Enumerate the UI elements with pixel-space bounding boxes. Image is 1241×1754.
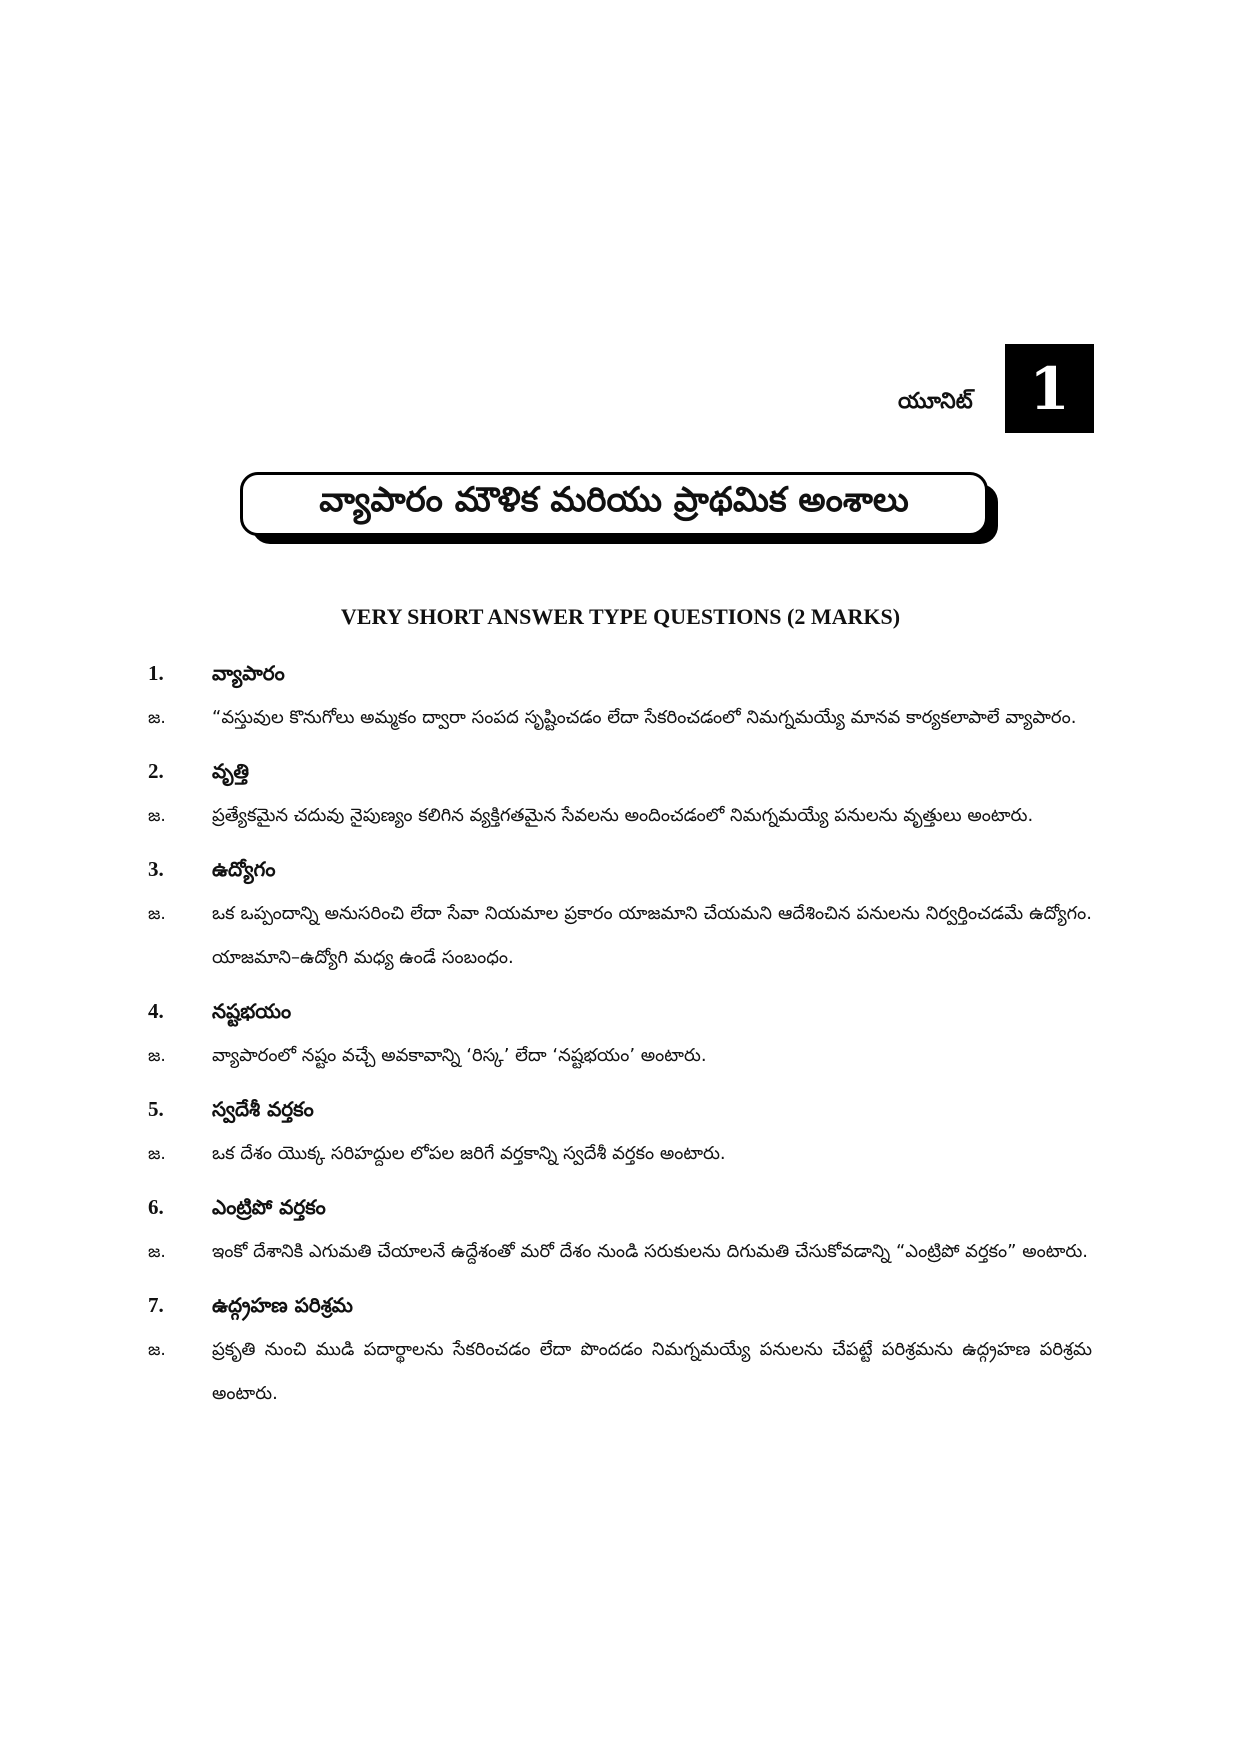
question-row [148,1184,1098,1230]
question-number: 5. [148,1097,164,1121]
question-row [148,748,1098,794]
question-number: 2. [148,759,164,783]
answer-row [148,696,1098,740]
answer-text: ఒక ఒప్పందాన్ని అనుసరించి లేదా సేవా నియమాల ప్రకారం యాజమాని చేయమని ఆదేశించిన పనులను నిర్వర్తించడమే ఉద్యోగం. యాజమాని–ఉద్యోగి మధ్య ఉండే సంబంధం. [212,903,1092,968]
qa-item [148,1282,1098,1416]
answer-text: “వస్తువుల కొనుగోలు అమ్మకం ద్వారా సంపద సృష్టించడం లేదా సేకరించడంలో నిమగ్నమయ్యే మానవ కార్యకలాపాలే వ్యాపారం. [212,707,1077,728]
question-title: వృత్తి [212,759,249,783]
answer-row [148,794,1098,838]
answer-row [148,1034,1098,1078]
qa-item [148,748,1098,838]
question-title: స్వదేశీ వర్తకం [212,1097,314,1121]
unit-label: యూనిట్ [898,389,973,414]
qa-item [148,988,1098,1078]
qa-item [148,1086,1098,1176]
question-row [148,1086,1098,1132]
chapter-title: వ్యాపారం మౌళిక మరియు ప్రాథమిక అంశాలు [240,472,988,536]
question-list [148,650,1098,1424]
qa-item [148,1184,1098,1274]
answer-text: ప్రత్యేకమైన చదువు నైపుణ్యం కలిగిన వ్యక్తిగతమైన సేవలను అందించడంలో నిమగ్నమయ్యే పనులను వృత్తులు అంటారు. [212,805,1034,826]
answer-marker: జ. [148,1340,166,1360]
question-number: 7. [148,1293,164,1317]
answer-text: ప్రకృతి నుంచి ముడి పదార్థాలను సేకరించడం లేదా పొందడం నిమగ్నమయ్యే పనులను చేపట్టే పరిశ్రమను ఉద్గ్రహణ పరిశ్రమ అంటారు. [212,1339,1092,1404]
question-title: ఎంట్రిపో వర్తకం [212,1195,326,1219]
question-title: ఉద్గ్రహణ పరిశ్రమ [212,1293,353,1317]
unit-number-box: 1 [1005,344,1094,433]
question-title: నష్టభయం [212,999,292,1023]
question-number: 4. [148,999,164,1023]
answer-row [148,1230,1098,1274]
answer-row [148,1132,1098,1176]
answer-marker: జ. [148,806,166,826]
qa-item [148,846,1098,980]
answer-text: ఇంకో దేశానికి ఎగుమతి చేయాలనే ఉద్దేశంతో మరో దేశం నుండి సరుకులను దిగుమతి చేసుకోవడాన్ని “ఎంట్రిపో వర్తకం” అంటారు. [212,1241,1089,1262]
question-row [148,650,1098,696]
unit-header [880,344,1100,434]
answer-row [148,892,1098,980]
question-number: 3. [148,857,164,881]
question-number: 1. [148,661,164,685]
answer-row [148,1328,1098,1416]
question-number: 6. [148,1195,164,1219]
answer-marker: జ. [148,1242,166,1262]
qa-item [148,650,1098,740]
answer-marker: జ. [148,708,166,728]
answer-text: ఒక దేశం యొక్క సరిహద్దుల లోపల జరిగే వర్తకాన్ని స్వదేశీ వర్తకం అంటారు. [212,1143,726,1164]
question-row [148,846,1098,892]
answer-marker: జ. [148,1144,166,1164]
question-title: ఉద్యోగం [212,857,276,881]
question-row [148,988,1098,1034]
answer-marker: జ. [148,1046,166,1066]
answer-marker: జ. [148,904,166,924]
section-heading: VERY SHORT ANSWER TYPE QUESTIONS (2 MARKS) [340,604,901,629]
question-row [148,1282,1098,1328]
question-title: వ్యాపారం [212,661,285,685]
chapter-title-banner [240,472,992,536]
answer-text: వ్యాపారంలో నష్టం వచ్చే అవకావాన్ని ‘రిస్క’ లేదా ‘నష్టభయం’ అంటారు. [212,1045,707,1066]
